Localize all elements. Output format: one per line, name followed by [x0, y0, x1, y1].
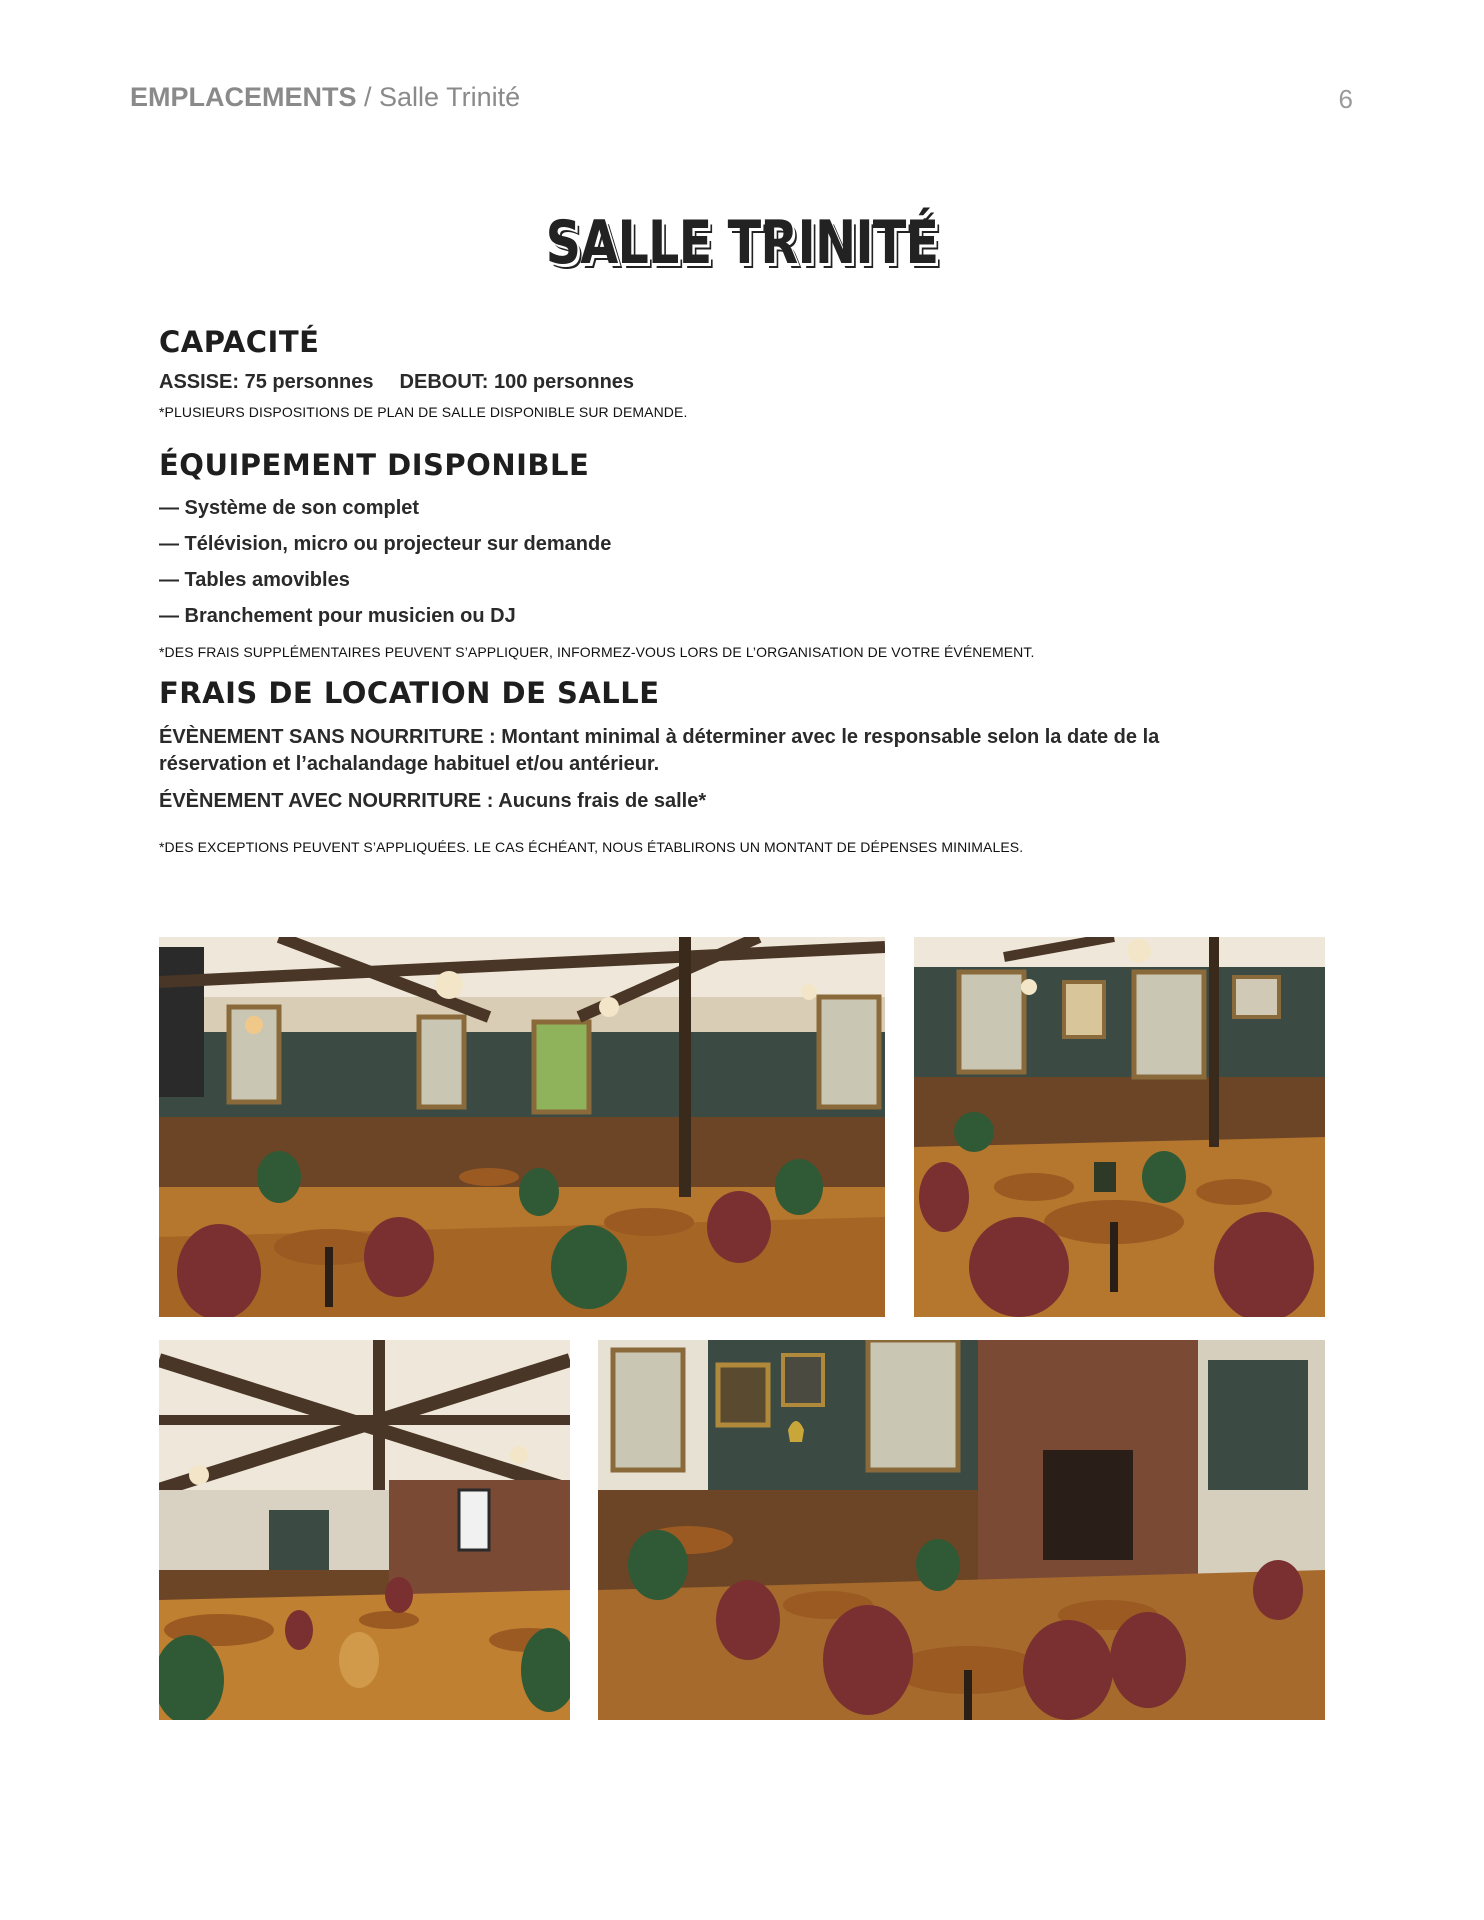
pub-interior-photo-fireplace — [598, 1340, 1325, 1720]
equipment-heading: ÉQUIPEMENT DISPONIBLE — [159, 448, 590, 482]
breadcrumb-section: EMPLACEMENTS — [130, 82, 357, 112]
room-details — [159, 325, 1339, 855]
equipment-list — [159, 490, 1339, 634]
equipment-item: — Télévision, micro ou projecteur sur demande — [159, 533, 612, 555]
capacity-heading: CAPACITÉ — [159, 325, 320, 359]
breadcrumb-subsection: Salle Trinité — [379, 82, 521, 112]
capacity-values — [159, 371, 1339, 394]
page-number: 6 — [1338, 84, 1353, 114]
pub-interior-photo-corner — [914, 937, 1325, 1317]
fee-with-food: ÉVÈNEMENT AVEC NOURRITURE : Aucuns frais de salle* — [159, 790, 707, 812]
equipment-item: — Système de son complet — [159, 497, 420, 519]
pub-interior-photo-hall — [159, 1340, 570, 1720]
breadcrumb — [130, 82, 520, 113]
fees-heading: FRAIS DE LOCATION DE SALLE — [159, 676, 660, 710]
fees-note: *DES EXCEPTIONS PEUVENT S’APPLIQUÉES. LE CAS ÉCHÉANT, NOUS ÉTABLIRONS UN MONTANT DE DÉPENSES MINIMALES. — [159, 839, 1024, 855]
equipment-note: *DES FRAIS SUPPLÉMENTAIRES PEUVENT S’APPLIQUER, INFORMEZ-VOUS LORS DE L’ORGANISATION DE VOTRE ÉVÉNEMENT. — [159, 644, 1035, 660]
equipment-item: — Tables amovibles — [159, 569, 350, 591]
capacity-seated: ASSISE: 75 personnes — [159, 371, 374, 393]
pub-interior-photo-wide — [159, 937, 885, 1317]
fee-without-food: ÉVÈNEMENT SANS NOURRITURE : Montant minimal à déterminer avec le responsable selon la date de la réservation et l’achalandage habituel et/ou antérieur. — [159, 726, 1160, 775]
breadcrumb-separator: / — [356, 82, 380, 112]
capacity-standing: DEBOUT: 100 personnes — [399, 371, 635, 393]
capacity-note: *PLUSIEURS DISPOSITIONS DE PLAN DE SALLE DISPONIBLE SUR DEMANDE. — [159, 404, 688, 420]
equipment-item: — Branchement pour musicien ou DJ — [159, 605, 516, 627]
page-title: SALLE TRINITÉ — [545, 208, 939, 278]
